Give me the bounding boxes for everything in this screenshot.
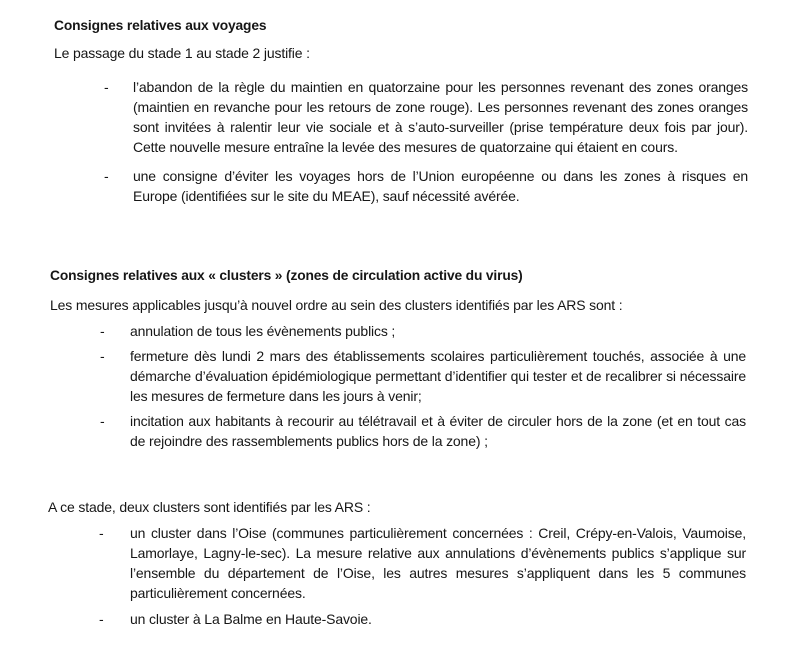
list-item-text: un cluster dans l’Oise (communes particulièrement concernées : Creil, Crépy-en-Valois, Vaumoise, Lamorlaye, Lagny-le-sec). La mesure relative aux annulations d’évènements publics s’applique sur l’ensemble du département de l’Oise, les autres mesures s’appliquent dans les 5 communes particulièrement concernées. bbox=[130, 525, 746, 601]
list-item bbox=[100, 321, 746, 341]
dash-bullet-icon: - bbox=[104, 79, 109, 95]
section-heading-voyages: Consignes relatives aux voyages bbox=[54, 18, 267, 33]
list-item bbox=[99, 523, 746, 603]
section-heading-clusters: Consignes relatives aux « clusters » (zones de circulation active du virus) bbox=[50, 268, 523, 283]
bullet-list-identified-clusters bbox=[99, 523, 746, 629]
list-item bbox=[104, 77, 748, 157]
section-intro-clusters: Les mesures applicables jusqu’à nouvel ordre au sein des clusters identifiés par les ARS sont : bbox=[50, 297, 623, 313]
list-item bbox=[100, 346, 746, 406]
list-item-text: incitation aux habitants à recourir au télétravail et à éviter de circuler hors de la zone (et en tout cas de rejoindre des rassemblements publics hors de la zone) ; bbox=[130, 413, 746, 449]
list-item-text: fermeture dès lundi 2 mars des établissements scolaires particulièrement touchés, associée à une démarche d’évaluation épidémiologique permettant d’identifier qui tester et de recalibrer si nécessaire les mesures de fermeture dans les jours à venir; bbox=[130, 348, 746, 404]
dash-bullet-icon: - bbox=[100, 413, 105, 429]
section-intro-identified-clusters: A ce stade, deux clusters sont identifiés par les ARS : bbox=[48, 499, 371, 515]
dash-bullet-icon: - bbox=[100, 348, 105, 364]
bullet-list-clusters bbox=[100, 321, 746, 451]
list-item bbox=[99, 609, 746, 629]
dash-bullet-icon: - bbox=[100, 323, 105, 339]
list-item-text: annulation de tous les évènements publics ; bbox=[130, 323, 396, 339]
list-item bbox=[100, 411, 746, 451]
section-intro-voyages: Le passage du stade 1 au stade 2 justifie : bbox=[54, 45, 310, 61]
list-item-text: un cluster à La Balme en Haute-Savoie. bbox=[130, 611, 372, 627]
dash-bullet-icon: - bbox=[99, 611, 104, 627]
list-item-text: une consigne d’éviter les voyages hors de l’Union européenne ou dans les zones à risques en Europe (identifiées sur le site du MEAE), sauf nécessité avérée. bbox=[133, 168, 748, 204]
list-item-text: l’abandon de la règle du maintien en quatorzaine pour les personnes revenant des zones oranges (maintien en revanche pour les retours de zone rouge). Les personnes revenant des zones oranges sont invitées à ralentir leur vie sociale et à s’auto-surveiller (prise température deux fois par jour). Cette nouvelle mesure entraîne la levée des mesures de quatorzaine qui étaient en cours. bbox=[133, 79, 748, 155]
dash-bullet-icon: - bbox=[104, 168, 109, 184]
bullet-list-voyages bbox=[104, 77, 748, 206]
dash-bullet-icon: - bbox=[99, 525, 104, 541]
list-item bbox=[104, 166, 748, 206]
